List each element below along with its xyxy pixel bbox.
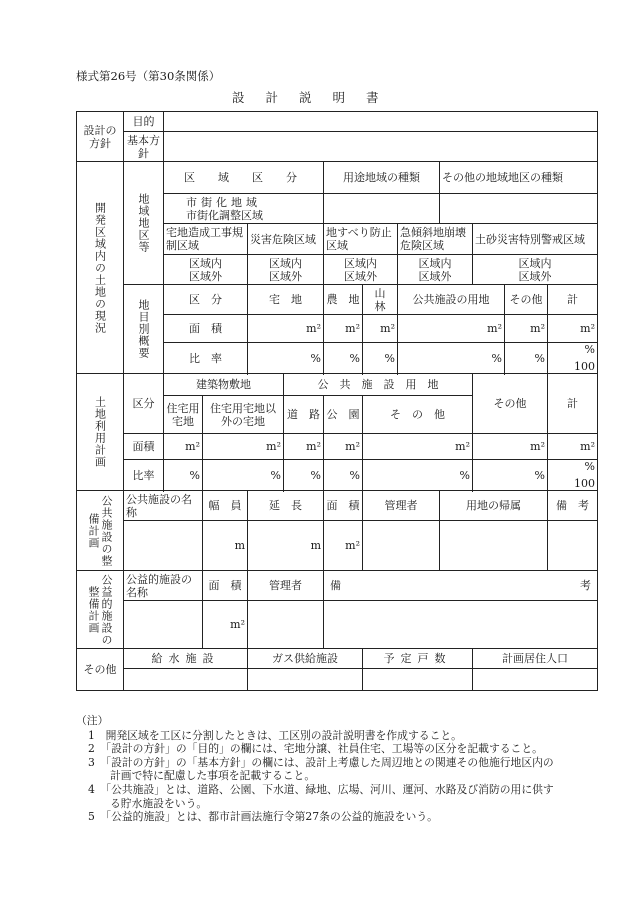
col-division: 区 分 [164,285,248,315]
nonresidential-site-header: 住宅用宅地以外の宅地 [203,396,284,434]
public-area-header: 面 積 [324,491,363,521]
designation-landslide: 地すべり防止区域 [324,224,398,255]
plan-area-other[interactable]: m² [473,434,548,460]
plan-area-nonres[interactable]: m² [203,434,284,460]
plan-ratio-park[interactable]: % [324,460,363,491]
designation-disaster: 災害危険区域 [248,224,324,255]
land-summary-label: 地目別概要 [124,285,164,374]
area-other[interactable]: m² [505,315,548,343]
area-division-header: 区 域 区 分 [164,162,324,194]
note-item-5: 5 「公益的施設」とは、都市計画法施行令第27条の公益的施設をいう。 [88,810,438,824]
plan-area-total[interactable]: m² [548,434,598,460]
ratio-farmland[interactable]: % [324,343,363,374]
col-other: その他 [505,285,548,315]
plan-ratio-label: 比率 [124,460,164,491]
width-header: 幅 員 [203,491,248,521]
public-facility-name-header: 公共施設の名称 [124,491,203,521]
plan-ratio-nonres[interactable]: % [203,460,284,491]
gas-supply-field[interactable] [248,669,363,691]
width-field[interactable]: m [203,521,248,571]
policy-label: 設計の方針 [77,112,124,162]
land-use-plan-label: 土地利用計画 [77,374,124,491]
area-forest[interactable]: m² [363,315,398,343]
public-land-header: 公 共 施 設 用 地 [284,374,473,396]
designation-land-regulation: 宅地造成工事規制区域 [164,224,248,255]
length-field[interactable]: m [248,521,324,571]
plan-ratio-total[interactable]: % 100 [548,460,598,491]
benefit-manager-header: 管理者 [248,571,324,601]
designation-sediment: 土砂災害特別警戒区域 [473,224,598,255]
form-number-label: 様式第26号（第30条関係） [76,69,221,83]
area-residential[interactable]: m² [248,315,324,343]
ownership-header: 用地の帰属 [440,491,548,521]
urbanization-cell: 市街化地域 市街化調整区域 [164,194,324,224]
ratio-forest[interactable]: % [363,343,398,374]
use-zone-field[interactable] [324,194,440,224]
plan-area-road[interactable]: m² [284,434,324,460]
plan-total-header: 計 [548,374,598,434]
col-farmland: 農 地 [324,285,363,315]
note-item-3: 3 「設計の方針」の「基本方針」の欄には、設計上考慮した周辺地との関連その他施行地区内の計画で特に配慮した事項を記載すること。 [88,755,554,783]
in-out-5[interactable]: 区域内 区域外 [473,255,598,285]
in-out-4[interactable]: 区域内 区域外 [398,255,473,285]
public-manager-field[interactable] [363,521,440,571]
col-residential: 宅 地 [248,285,324,315]
road-header: 道 路 [284,396,324,434]
purpose-label: 目的 [124,112,164,132]
purpose-field[interactable] [164,112,598,132]
plan-ratio-res[interactable]: % [164,460,203,491]
notes-heading: （注） [76,714,109,727]
basic-policy-label: 基本方針 [124,132,164,162]
plan-area-park[interactable]: m² [324,434,363,460]
public-manager-header: 管理者 [363,491,440,521]
other-zone-field[interactable] [440,194,598,224]
benefit-facility-name-field[interactable] [124,601,203,649]
ratio-other[interactable]: % [505,343,548,374]
note-item-1: 1 開発区域を工区に分割したときは、工区別の設計説明書を作成すること。 [88,728,462,742]
ratio-public[interactable]: % [398,343,505,374]
benefit-note-field[interactable] [324,601,598,649]
water-supply-field[interactable] [124,669,248,691]
benefit-manager-field[interactable] [248,601,324,649]
benefit-area-header: 面 積 [203,571,248,601]
park-header: 公 園 [324,396,363,434]
building-site-header: 建築物敷地 [164,374,284,396]
public-other-header: そ の 他 [363,396,473,434]
note-item-2: 2 「設計の方針」の「目的」の欄には、宅地分譲、社員住宅、工場等の区分を記載すること。 [88,742,543,756]
other-label: その他 [77,649,124,691]
ratio-total[interactable]: % 100 [548,343,598,374]
residential-site-header: 住宅用宅地 [164,396,203,434]
zone-label: 地域地区等 [124,162,164,285]
design-explanation-table [76,111,598,691]
benefit-note-header: 備 考 [324,571,598,601]
planned-households-header: 予定戸数 [363,649,473,669]
plan-area-res[interactable]: m² [164,434,203,460]
area-total[interactable]: m² [548,315,598,343]
benefit-area-field[interactable]: m² [203,601,248,649]
planned-households-field[interactable] [363,669,473,691]
planned-population-header: 計画居住人口 [473,649,598,669]
plan-ratio-public-other[interactable]: % [363,460,473,491]
plan-area-label: 面積 [124,434,164,460]
public-note-field[interactable] [548,521,598,571]
other-zone-header: その他の地域地区の種類 [440,162,598,194]
use-zone-header: 用途地域の種類 [324,162,440,194]
designation-steep-slope: 急傾斜地崩壊危険区域 [398,224,473,255]
plan-ratio-other[interactable]: % [473,460,548,491]
plan-area-public-other[interactable]: m² [363,434,473,460]
planned-population-field[interactable] [473,669,598,691]
benefit-facility-plan-label: 公益的施設の整備計画 [77,571,124,649]
water-supply-header: 給水施設 [124,649,248,669]
page-title: 設計説明書 [232,90,400,105]
public-facility-plan-label: 公共施設の整備計画 [77,491,124,571]
area-row-label: 面 積 [164,315,248,343]
ratio-residential[interactable]: % [248,343,324,374]
in-out-2[interactable]: 区域内 区域外 [248,255,324,285]
length-header: 延 長 [248,491,324,521]
note-item-4: 4 「公共施設」とは、道路、公園、下水道、緑地、広場、河川、運河、水路及び消防の用に供する貯水施設をいう。 [88,782,554,810]
public-note-header: 備 考 [548,491,598,521]
ownership-field[interactable] [440,521,548,571]
area-farmland[interactable]: m² [324,315,363,343]
col-public-land: 公共施設の用地 [398,285,505,315]
public-facility-name-field[interactable] [124,521,203,571]
notes-section [76,714,556,824]
plan-ratio-road[interactable]: % [284,460,324,491]
in-out-1[interactable]: 区域内 区域外 [164,255,248,285]
ratio-row-label: 比 率 [164,343,248,374]
land-status-label: 開発区域内の土地の現況 [77,162,124,374]
plan-division-label: 区分 [124,374,164,434]
plan-other-header: その他 [473,374,548,434]
gas-supply-header: ガス供給施設 [248,649,363,669]
area-public[interactable]: m² [398,315,505,343]
basic-policy-field[interactable] [164,132,598,162]
public-area-field[interactable]: m² [324,521,363,571]
benefit-facility-name-header: 公益的施設の名称 [124,571,203,601]
col-total: 計 [548,285,598,315]
in-out-3[interactable]: 区域内 区域外 [324,255,398,285]
col-forest: 山 林 [363,285,398,315]
